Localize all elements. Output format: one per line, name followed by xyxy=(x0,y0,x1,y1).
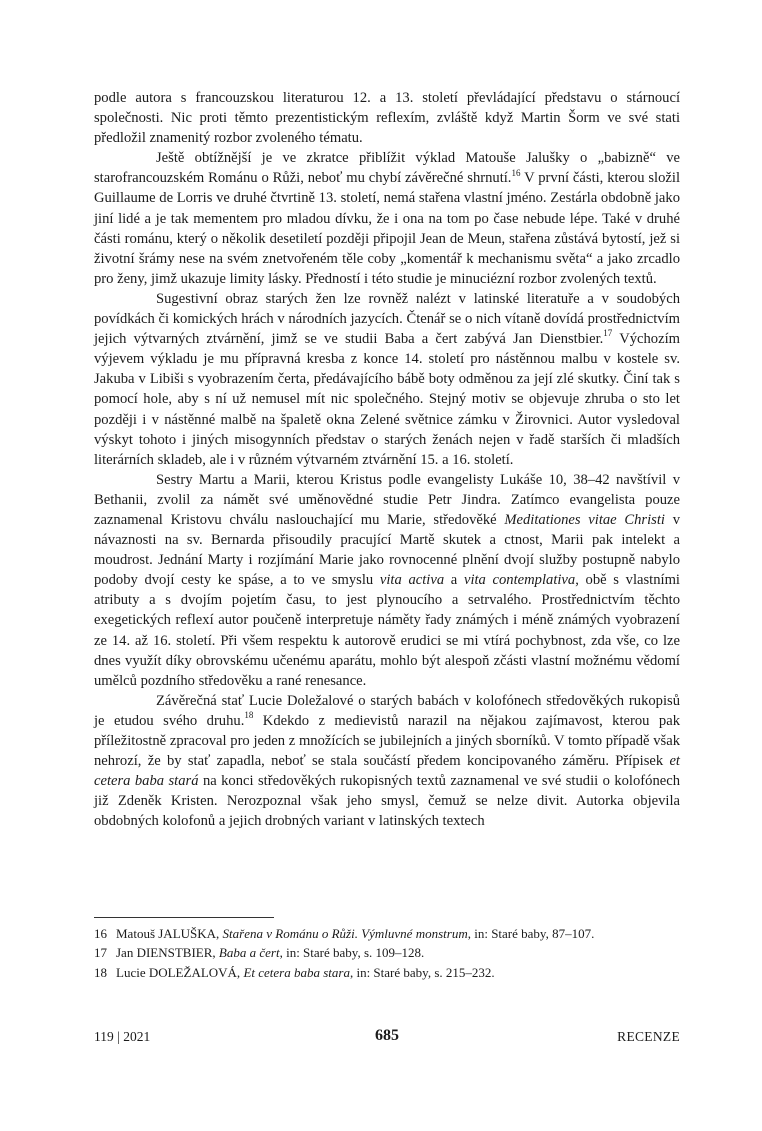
text-run: Matouš JALUŠKA, xyxy=(116,926,223,941)
italic-text: Baba a čert xyxy=(218,945,280,961)
footnotes xyxy=(94,917,680,982)
footnote xyxy=(94,943,680,962)
italic-text: vita activa xyxy=(379,572,445,589)
italic-text: vita contemplativa xyxy=(463,572,576,589)
footnote-rule xyxy=(94,917,274,918)
text-run: Sestry Martu a Marii, kterou Kristus podle evangelisty Lukáše 10, 38–42 navštívil v Bethanii, zvolil za námět své uměnovědné studie Petr Jindra. Zatímco evangelista pouze zaznamenal Kristovu chválu naslouchající mu Marie, středověké xyxy=(94,471,680,528)
footnote-number: 17 xyxy=(94,945,107,961)
text-run: Výchozím výjevem výkladu je mu přípravná kresba z konce 14. století pro nástěnnou malbu v kostele sv. Jakuba v Libiši s vyobrazením čerta, předávajícího bábě boty odměnou za její zlé skutky. Činí tak s pomocí hole, aby s ní už nemusel mít nic společného. Stejný motiv se objevuje zhruba o sto let později i v nástěnné malbě na špaletě okna Zelené světnice zámku v Žirovnici. Autor vysledoval výskyt tohoto i jiných misogynních představ o starých ženách nejen v řadě starších či mladších literárních skladeb, ale i v různém výtvarném ztvárnění 15. a 16. století. xyxy=(94,331,680,468)
footnote xyxy=(94,924,680,943)
footnote xyxy=(94,963,680,982)
italic-text: Meditationes vitae Christi xyxy=(504,511,665,528)
footnote-ref: 18 xyxy=(244,710,254,721)
text-run: V první části, kterou složil Guillaume de Lorris ve druhé čtvrtině 13. století, nemá stařena vlastní jméno. Zestárla obdobně jako jiní lidé a je tak mementem pro mladou dívku, že i ona na tom po čase nebude lépe. Také v druhé části románu, který o několik desetiletí později připojil Jean de Meun, stařena zůstává bytostí, jež si životní šrámy nese na svém znetvořeném těle coby „komentář k mechanismu světa“ a jako zrcadlo pro ženy, jimž ukazuje limity lásky. Předností i této studie je minuciézní rozbor zvolených textů. xyxy=(94,170,680,287)
text-run: podle autora s francouzskou literaturou 12. a 13. století převládající představu o stárnoucí společnosti. Nic proti těmto prezentistickým reflexím, zvláště když Martin Šorm ve své stati předložil znamenitý rozbor zvoleného tématu. xyxy=(94,90,680,147)
footnote-ref: 17 xyxy=(603,328,613,339)
journal-issue: 119 | 2021 xyxy=(94,1029,151,1044)
section-label: RECENZE xyxy=(617,1029,680,1044)
footnote-list xyxy=(94,924,680,982)
paragraph xyxy=(94,289,680,470)
text-run: Závěrečná stať Lucie Doležalové o starých babách v kolofónech středověkých rukopisů je etudou svého druhu. xyxy=(94,692,680,729)
paragraph xyxy=(94,88,680,148)
footnote-number: 16 xyxy=(94,926,107,941)
text-run: na konci středověkých rukopisných textů zaznamenal ve své studii o kolofónech již Zdeněk Kristen. Nerozpoznal však jeho smysl, čemuž se nelze divit. Autorka objevila obdobných kolofonů a jejich drobných variant v latinských textech xyxy=(94,773,680,830)
text-run: , in: Staré baby, 87–107. xyxy=(467,926,595,941)
italic-text: et cetera baba stará xyxy=(94,753,680,790)
paragraph xyxy=(94,470,680,691)
footnote-ref: 16 xyxy=(511,167,521,178)
paragraph xyxy=(94,691,680,832)
text-run: Kdekdo z medievistů narazil na nějakou zajímavost, kterou pak příležitostně zpracoval pro jeden z množících se jubilejních a jiných sborníků. V tomto případě však nehrozí, že by stať zapadla, neboť se stala součástí předem koncipovaného záměru. Přípisek xyxy=(94,712,680,770)
page-number: 685 xyxy=(375,1027,399,1044)
text-run: a xyxy=(444,572,464,589)
body-text xyxy=(94,88,680,831)
italic-text: Stařena v Románu o Růži. Výmluvné monstrum xyxy=(222,926,468,941)
text-run: , in: Staré baby, s. 109–128. xyxy=(279,945,425,961)
text-run: Jan DIENSTBIER, xyxy=(116,945,219,961)
page-body xyxy=(94,88,680,831)
text-run: v návaznosti na sv. Bernarda přisoudily pracující Martě skutek a ctnost, Marii pak intelekt a moudrost. Jednání Marty i rozjímání Marie jako rovnocenné plnění dvojí služby postupně nabylo podoby dvojí cesty ke spáse, a to ve smyslu xyxy=(94,511,680,589)
italic-text: Et cetera baba stara xyxy=(243,964,350,980)
text-run: , in: Staré baby, s. 215–232. xyxy=(349,964,495,980)
page-footer xyxy=(94,1027,680,1049)
footnote-number: 18 xyxy=(94,964,107,980)
text-run: , obě s vlastními atributy a s dvojím pojetím času, to jest plynoucího a setrvalého. Prostřednictvím těchto exegetických reflexí autor poučeně interpretuje náměty řady známých i méně známých vyobrazení ze 14. až 16. století. Při všem respektu k autorově erudici se mi vtírá pochybnost, zda vše, co lze dnes využít díky obrovskému učenému aparátu, mohlo být alespoň zčásti vlastní možnému vědomí umělců pozdního středověku a rané renesance. xyxy=(94,572,680,689)
text-run: Ještě obtížnější je ve zkratce přiblížit výklad Matouše Jalušky o „babizně“ ve starofrancouzském Románu o Růži, neboť mu chybí závěrečné shrnutí. xyxy=(94,150,680,187)
text-run: Sugestivní obraz starých žen lze rovněž nalézt v latinské literatuře a v soudobých povídkách či komických hrách v národních jazycích. Čtenář se o nich vítaně dovídá prostřednictvím jejich výtvarných ztvárnění, jimž se ve studii Baba a čert zabývá Jan Dienstbier. xyxy=(94,290,680,348)
text-run: Lucie DOLEŽALOVÁ, xyxy=(116,964,244,980)
paragraph xyxy=(94,148,680,289)
